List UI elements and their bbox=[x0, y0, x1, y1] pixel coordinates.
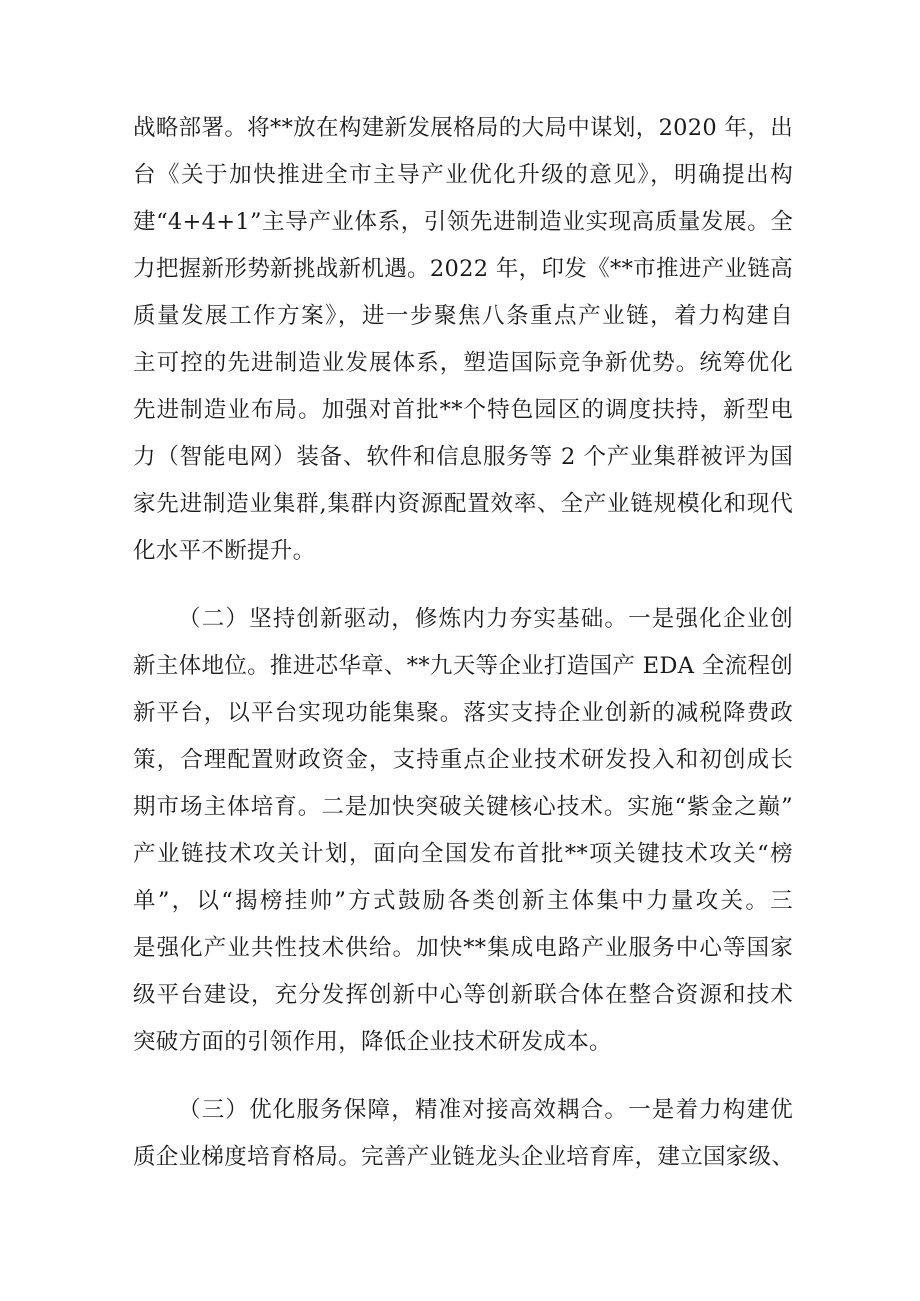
text-line: 突破方面的引领作用，降低企业技术研发成本。 bbox=[133, 1029, 612, 1055]
text-line: 建“4+4+1”主导产业体系，引领先进制造业实现高质量发展。全 bbox=[133, 209, 793, 235]
text-line: 战略部署。将**放在构建新发展格局的大局中谋划，2020 年，出 bbox=[133, 115, 793, 141]
text-line: 质企业梯度培育格局。完善产业链龙头企业培育库，建立国家级、 bbox=[133, 1144, 795, 1170]
text-line: 单”，以“揭榜挂帅”方式鼓励各类创新主体集中力量攻关。三 bbox=[133, 888, 793, 914]
text-line: 新主体地位。推进芯华章、**九天等企业打造国产 EDA 全流程创 bbox=[133, 653, 793, 679]
text-line: 台《关于加快推进全市主导产业优化升级的意见》，明确提出构 bbox=[133, 162, 793, 188]
text-line: 策，合理配置财政资金，支持重点企业技术研发投入和初创成长 bbox=[133, 747, 793, 773]
text-line: 产业链技术攻关计划，面向全国发布首批**项关键技术攻关“榜 bbox=[133, 841, 793, 867]
text-line: 家先进制造业集群,集群内资源配置效率、全产业链规模化和现代 bbox=[133, 491, 793, 517]
text-line: 化水平不断提升。 bbox=[133, 538, 316, 564]
text-line: 是强化产业共性技术供给。加快**集成电路产业服务中心等国家 bbox=[133, 935, 793, 961]
text-line: 期市场主体培育。二是加快突破关键核心技术。实施“紫金之巅” bbox=[133, 794, 793, 820]
text-line: 力把握新形势新挑战新机遇。2022 年，印发《**市推进产业链高 bbox=[133, 256, 793, 282]
text-line: 力（智能电网）装备、软件和信息服务等 2 个产业集群被评为国 bbox=[133, 444, 793, 470]
text-line: 主可控的先进制造业发展体系，塑造国际竞争新优势。统筹优化 bbox=[133, 350, 793, 376]
text-line: 级平台建设，充分发挥创新中心等创新联合体在整合资源和技术 bbox=[133, 982, 793, 1008]
text-line: （三）优化服务保障，精准对接高效耦合。一是着力构建优 bbox=[178, 1097, 793, 1123]
text-line: 先进制造业布局。加强对首批**个特色园区的调度扶持，新型电 bbox=[133, 397, 793, 423]
text-line: （二）坚持创新驱动，修炼内力夯实基础。一是强化企业创 bbox=[178, 606, 793, 632]
text-line: 质量发展工作方案》，进一步聚焦八条重点产业链，着力构建自 bbox=[133, 303, 793, 329]
text-line: 新平台，以平台实现功能集聚。落实支持企业创新的减税降费政 bbox=[133, 700, 793, 726]
